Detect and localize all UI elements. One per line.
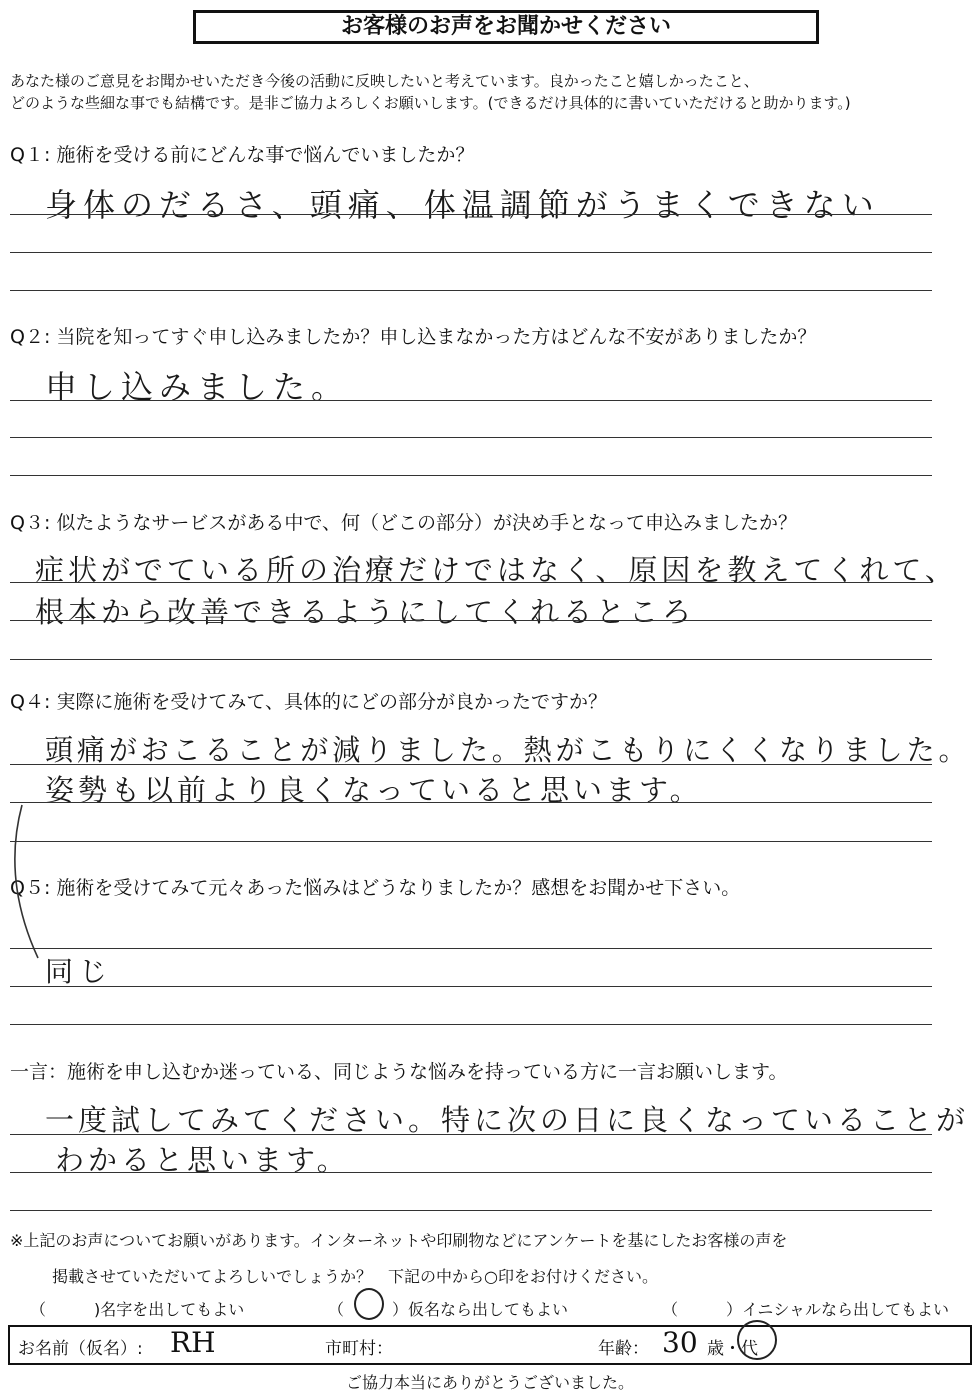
question-3: Q３: 似たようなサービスがある中で、何（どこの部分）が決め手となって申込みましたか？ [10,512,798,534]
option-pseudonym[interactable]: （ ）仮名なら出してもよい [328,1300,569,1319]
answer-3-line-2: 根本から改善できるようにしてくれるところ [35,595,696,629]
question-5: Q５: 施術を受けてみて元々あった悩みはどうなりましたか？感想をお聞かせ下さい。 [10,877,741,899]
answer-hitokoto-line-2: わかると思います。 [55,1143,350,1177]
option-initials[interactable]: （ ）イニシャルなら出してもよい [662,1300,950,1319]
answer-4-line-1: 頭痛がおこることが減りました。熱がこもりにくくなりました。 [45,733,971,767]
question-1: Q１: 施術を受ける前にどんな事で悩んでいましたか？ [10,144,475,166]
question-4: Q４: 実際に施術を受けてみて、具体的にどの部分が良かったですか？ [10,691,608,713]
consent-note-line-1: ※上記のお声についてお願いがあります。インターネットや印刷物などにアンケートを基にしたお客様の声を [10,1231,788,1250]
age-suffix: 歳・代 [707,1339,758,1359]
page-title: お客様のお声をお聞かせください [193,10,819,44]
consent-note-line-2: 掲載させていただいてよろしいでしょうか？ 下記の中から○印をお付けください。 [52,1267,658,1286]
name-label: お名前（仮名）: [18,1339,143,1359]
question-hitokoto: 一言：施術を申し込むか迷っている、同じような悩みを持っている方に一言お願いします。 [10,1061,788,1083]
answer-4-line-2: 姿勢も以前より良くなっていると思います。 [45,773,703,807]
age-value[interactable]: 30 [662,1326,698,1359]
selected-circle-mark [354,1288,384,1320]
option-surname[interactable]: （ )名字を出してもよい [30,1300,245,1319]
name-value[interactable]: RH [170,1326,216,1359]
answer-1-line-1: 身体のだるさ、頭痛、体温調節がうまくできない [45,186,880,224]
answer-5-line-1: 同じ [45,955,114,988]
decade-circle-mark [737,1320,777,1360]
city-label: 市町村： [325,1339,393,1359]
answer-2-line-1: 申し込みました。 [45,368,350,406]
intro-line-1: あなた様のご意見をお聞かせいただき今後の活動に反映したいと考えています。良かったこと嬉しかったこと、 [10,72,759,90]
question-2: Q２: 当院を知ってすぐ申し込みましたか？申し込まなかった方はどんな不安がありましたか？ [10,326,817,348]
age-label: 年齢： [598,1339,649,1359]
answer-3-line-1: 症状がでている所の治療だけではなく、原因を教えてくれて、 [35,553,958,587]
answer-rule [10,1210,932,1211]
answer-rule [10,1172,932,1173]
answer-hitokoto-line-1: 一度試してみてください。特に次の日に良くなっていることが [45,1103,970,1137]
respondent-info-box [8,1325,972,1365]
answer-rule [10,1134,932,1135]
thanks-message: ご協力本当にありがとうございました。 [345,1373,634,1392]
intro-line-2: どのような些細な事でも結構です。是非ご協力よろしくお願いします。(できるだけ具体的に書いていただけると助かります。) [10,94,851,112]
